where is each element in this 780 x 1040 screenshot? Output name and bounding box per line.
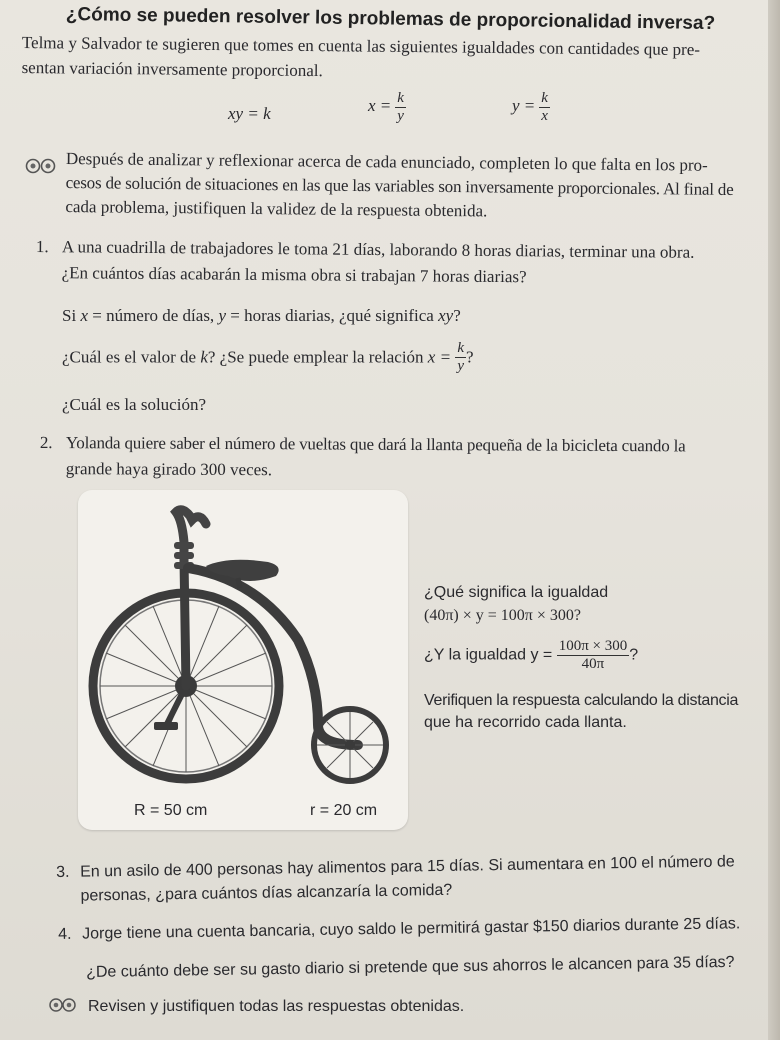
instructions-line-2: cesos de solución de situaciones en las que las variables son inversamente proporcionales. Al final de: [65, 172, 734, 199]
question-b-left: ¿Y la igualdad y =: [424, 646, 553, 664]
formula-y-left: y =: [512, 96, 536, 116]
fraction: [395, 90, 406, 125]
text: ?: [466, 347, 474, 367]
penny-farthing-bicycle-illustration: [78, 490, 408, 830]
small-radius-label: r = 20 cm: [310, 802, 378, 819]
text: Si: [62, 306, 81, 325]
problem-2-number: 2.: [39, 433, 53, 453]
question-a-line-1: ¿Qué significa la igualdad: [424, 584, 609, 601]
page-edge: [768, 0, 780, 1040]
problem-1-line-2: ¿En cuántos días acabarán la misma obra si trabajan 7 horas diarias?: [61, 263, 527, 287]
fraction: [557, 638, 630, 673]
relation-left: x =: [427, 347, 452, 367]
problem-3-line-1: En un asilo de 400 personas hay alimentos para 15 días. Si aumentara en 100 el número de: [80, 853, 735, 881]
fraction-numerator: k: [397, 90, 404, 106]
formula-y-k-over-x: [512, 90, 550, 125]
instructions-line-3: cada problema, justifiquen la validez de la respuesta obtenida.: [65, 196, 488, 221]
question-c-line-1: Verifiquen la respuesta calculando la distancia: [424, 692, 739, 709]
bicycle-figure: [78, 490, 408, 830]
problem-2: [40, 432, 686, 483]
intro-line-2: sentan variación inversamente proporcional.: [21, 57, 323, 81]
large-radius-label: R = 50 cm: [134, 802, 208, 819]
problem-4-line-1: Jorge tiene una cuenta bancaria, cuyo saldo le permitirá gastar $150 diarios durante 25 días.: [82, 915, 741, 943]
problem-2-question-a: [424, 582, 608, 627]
problem-2-line-2: grande haya girado 300 veces.: [65, 459, 273, 480]
formula-xy-k: xy = k: [228, 104, 271, 123]
fraction-numerator: k: [457, 340, 464, 356]
fraction: [539, 90, 550, 125]
problem-3-line-2: personas, ¿para cuántos días alcanzaría la comida?: [80, 881, 453, 905]
fraction: [455, 340, 466, 375]
problem-1-number: 1.: [35, 236, 49, 257]
problem-2-question-c: [424, 690, 738, 734]
problem-3-number: 3.: [56, 863, 70, 881]
problem-1: [36, 236, 695, 290]
intro-line-1: Telma y Salvador te sugieren que tomes en cuenta las siguientes igualdades con cantidades que pre-: [21, 32, 701, 60]
formula-x-k-over-y: [368, 90, 406, 125]
fraction-denominator: y: [397, 108, 404, 124]
closing-instruction: Revisen y justifiquen todas las respuestas obtenidas.: [88, 998, 465, 1015]
fraction-denominator: 40π: [581, 656, 605, 672]
pair-work-icon: [24, 158, 58, 174]
formula-x-left: x =: [368, 96, 392, 116]
problem-1-question-3: ¿Cuál es la solución?: [62, 395, 206, 414]
text: ? ¿Se puede emplear la relación: [207, 347, 428, 367]
instructions-line-1: Después de analizar y reflexionar acerca de cada enunciado, completen lo que falta en los pro-: [65, 148, 708, 175]
text: ¿Cuál es el valor de: [62, 347, 201, 367]
fraction-denominator: y: [457, 358, 464, 374]
var-x: x: [80, 306, 88, 325]
problem-1-question-2: [62, 340, 474, 375]
intro-text: [22, 32, 762, 87]
var-xy: xy: [438, 306, 454, 325]
problem-2-question-b: [424, 638, 638, 673]
var-y: y: [218, 306, 226, 325]
fraction-denominator: x: [541, 108, 548, 124]
page-title: ¿Cómo se pueden resolver los problemas de proporcionalidad inversa?: [65, 4, 716, 35]
problem-4-number: 4.: [58, 925, 72, 943]
text: ?: [453, 306, 461, 325]
fraction-numerator: 100π × 300: [558, 638, 628, 654]
question-b-end: ?: [629, 646, 639, 664]
problem-2-line-1: Yolanda quiere saber el número de vueltas que dará la llanta pequeña de la bicicleta cuando la: [65, 433, 686, 456]
problem-4-line-2: ¿De cuánto debe ser su gasto diario si pretende que sus ahorros le alcancen para 35 días?: [86, 953, 735, 981]
question-c-line-2: que ha recorrido cada llanta.: [424, 714, 627, 731]
text: = número de días,: [87, 306, 219, 325]
instructions: [65, 148, 766, 225]
var-k: k: [200, 347, 208, 367]
fraction-numerator: k: [541, 90, 548, 106]
problem-1-line-1: A una cuadrilla de trabajadores le toma 21 días, laborando 8 horas diarias, terminar una obra.: [61, 237, 695, 262]
question-a-line-2: (40π) × y = 100π × 300?: [424, 607, 581, 624]
pair-work-icon: [48, 997, 78, 1013]
text: = horas diarias, ¿qué significa: [225, 306, 439, 325]
problem-1-question-1: [62, 305, 461, 327]
